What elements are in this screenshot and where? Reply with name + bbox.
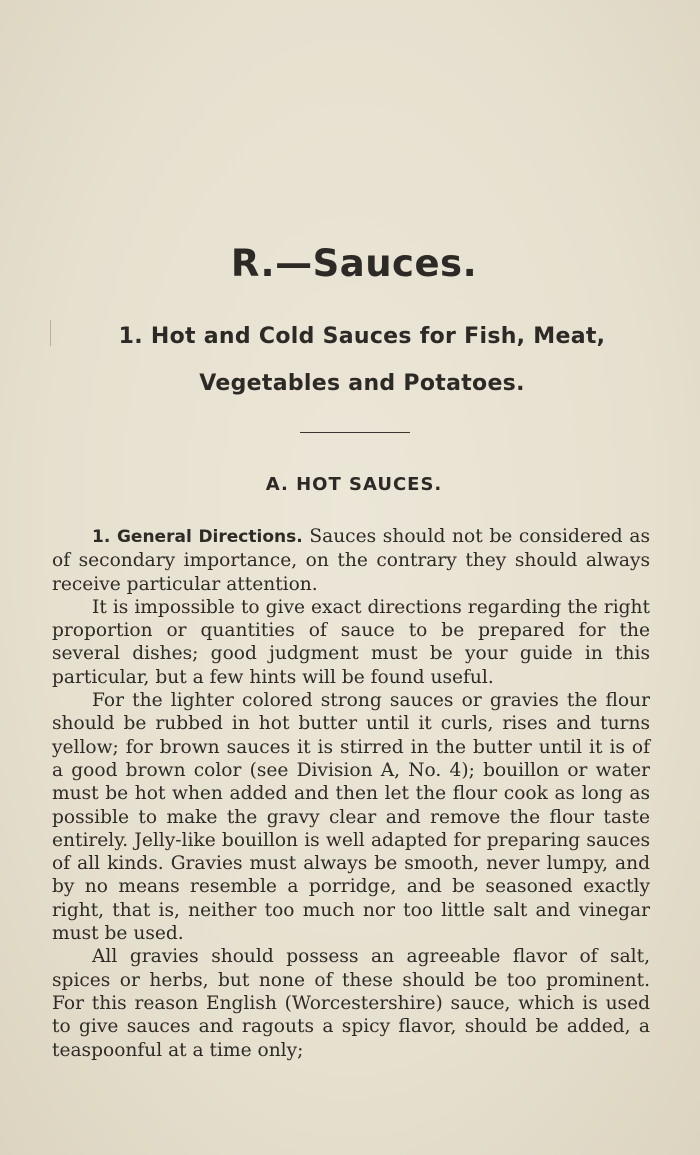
divider-rule (300, 432, 410, 433)
paragraph-proportions: It is impossible to give exact directions regarding the right proportion or quantities of sauce to be prepared for the several dishes; good judgment must be your guide in this particular, but a few hints will be found useful. (52, 596, 650, 688)
chapter-title: R.—Sauces. (230, 242, 478, 285)
page-edge-mark (50, 320, 51, 346)
chapter-subtitle: 1. Hot and Cold Sauces for Fish, Meat, Vegetables and Potatoes. (118, 324, 606, 396)
section-heading: A. HOT SAUCES. (265, 474, 443, 495)
paragraph-text: Sauces should not be considered as of secondary importance, on the contrary they should always receive particular attention. (52, 526, 650, 595)
body-text (52, 525, 650, 1062)
paragraph-lead: 1. General Directions. (92, 527, 303, 547)
paragraph-flour: For the lighter colored strong sauces or gravies the flour should be rubbed in hot butter until it curls, rises and turns yellow; for brown sauces it is stirred in the butter until it is of a good brown color (see Division A, No. 4); bouillon or water must be hot when added and then let the flour cook as long as possible to make the gravy clear and remove the flour taste entirely. Jelly-like bouillon is well adapted for preparing sauces of all kinds. Gravies must always be smooth, never lumpy, and by no means resemble a porridge, and be seasoned exactly right, that is, neither too much nor too little salt and vinegar must be used. (52, 690, 650, 945)
paragraph-flavor: All gravies should possess an agreeable flavor of salt, spices or herbs, but none of these should be too prominent. For this reason English (Worcestershire) sauce, which is used to give sauces and ragouts a spicy flavor, should be added, a teaspoonful at a time only; (52, 946, 650, 1061)
paragraph-general-directions (52, 525, 650, 596)
